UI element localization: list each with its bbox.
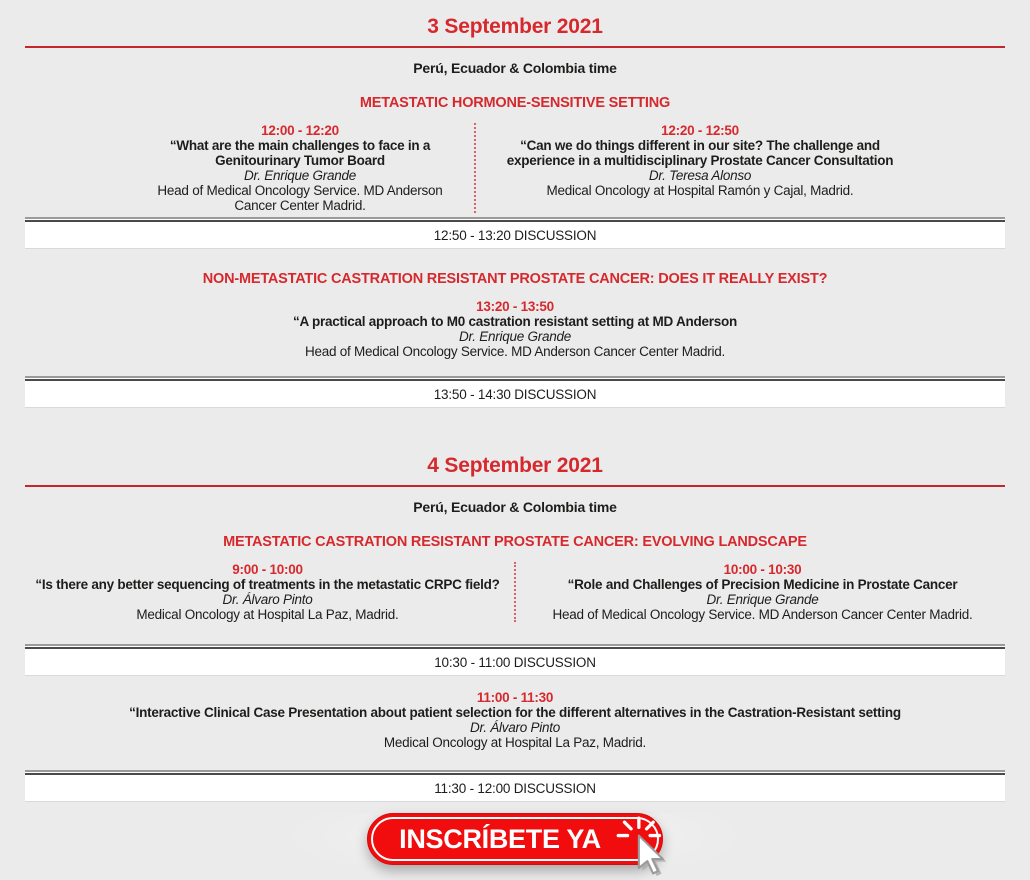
block-heading: NON-METASTATIC CASTRATION RESISTANT PROSTATE CANCER: DOES IT REALLY EXIST? bbox=[202, 271, 828, 287]
day-section-1 bbox=[0, 0, 1030, 408]
discussion-bar bbox=[25, 770, 1005, 802]
two-column-sessions bbox=[25, 562, 1005, 622]
inscribete-button-label: INSCRÍBETE YA bbox=[399, 823, 601, 854]
session-speaker: Dr. Álvaro Pinto bbox=[222, 592, 313, 607]
red-rule bbox=[25, 485, 1005, 487]
block-heading: METASTATIC HORMONE-SENSITIVE SETTING bbox=[359, 95, 671, 111]
discussion-bar bbox=[25, 217, 1005, 249]
session-title: “Role and Challenges of Precision Medicine in Prostate Cancer bbox=[567, 577, 958, 592]
discussion-label: 10:30 - 11:00 DISCUSSION bbox=[25, 647, 1005, 676]
session-time: 10:00 - 10:30 bbox=[723, 562, 802, 577]
timezone-label: Perú, Ecuador & Colombia time bbox=[413, 499, 617, 515]
session-time: 12:20 - 12:50 bbox=[661, 123, 739, 138]
session-title: “Can we do things different in our site? The challenge and experience in a multidisciplinary Prostate Cancer Consultation bbox=[506, 138, 894, 168]
session-card bbox=[130, 123, 470, 213]
timezone-label: Perú, Ecuador & Colombia time bbox=[413, 60, 617, 76]
day-2-title: 4 September 2021 bbox=[427, 454, 603, 477]
dotted-divider bbox=[514, 562, 516, 622]
session-speaker: Dr. Enrique Grande bbox=[706, 592, 819, 607]
discussion-bar bbox=[25, 644, 1005, 676]
discussion-label: 12:50 - 13:20 DISCUSSION bbox=[25, 220, 1005, 249]
session-affiliation: Head of Medical Oncology Service. MD Anderson Cancer Center Madrid. bbox=[305, 344, 725, 359]
session-card bbox=[25, 690, 1005, 750]
session-time: 12:00 - 12:20 bbox=[261, 123, 339, 138]
session-speaker: Dr. Álvaro Pinto bbox=[469, 720, 561, 735]
session-card bbox=[25, 562, 510, 622]
discussion-bar bbox=[25, 376, 1005, 408]
session-card bbox=[480, 123, 920, 213]
session-affiliation: Medical Oncology at Hospital La Paz, Madrid. bbox=[383, 735, 647, 750]
red-rule bbox=[25, 46, 1005, 48]
block-heading: METASTATIC CASTRATION RESISTANT PROSTATE CANCER: EVOLVING LANDSCAPE bbox=[223, 534, 807, 550]
session-title: “A practical approach to M0 castration resistant setting at MD Anderson bbox=[292, 314, 738, 329]
session-title: “Interactive Clinical Case Presentation about patient selection for the different alternatives in the Castration-Resistant setting bbox=[129, 705, 901, 720]
session-affiliation: Medical Oncology at Hospital Ramón y Cajal, Madrid. bbox=[546, 183, 854, 198]
session-title: “What are the main challenges to face in a Genitourinary Tumor Board bbox=[169, 138, 431, 168]
session-card bbox=[25, 299, 1005, 359]
session-affiliation: Medical Oncology at Hospital La Paz, Madrid. bbox=[136, 607, 399, 622]
discussion-label: 11:30 - 12:00 DISCUSSION bbox=[25, 773, 1005, 802]
dotted-divider bbox=[474, 123, 476, 213]
day-section-2 bbox=[0, 408, 1030, 802]
session-card bbox=[520, 562, 1005, 622]
session-affiliation: Head of Medical Oncology Service. MD Anderson Cancer Center Madrid. bbox=[157, 183, 443, 213]
inscribete-button[interactable] bbox=[367, 813, 663, 865]
session-speaker: Dr. Teresa Alonso bbox=[648, 168, 752, 183]
session-affiliation: Head of Medical Oncology Service. MD Anderson Cancer Center Madrid. bbox=[552, 607, 973, 622]
cta-row bbox=[0, 813, 1030, 865]
session-time: 13:20 - 13:50 bbox=[476, 299, 554, 314]
discussion-label: 13:50 - 14:30 DISCUSSION bbox=[25, 379, 1005, 408]
session-speaker: Dr. Enrique Grande bbox=[243, 168, 357, 183]
session-time: 9:00 - 10:00 bbox=[232, 562, 303, 577]
session-speaker: Dr. Enrique Grande bbox=[458, 329, 572, 344]
day-1-title: 3 September 2021 bbox=[427, 15, 603, 38]
two-column-sessions bbox=[130, 123, 920, 213]
session-time: 11:00 - 11:30 bbox=[476, 690, 554, 705]
session-title: “Is there any better sequencing of treatments in the metastatic CRPC field? bbox=[35, 577, 500, 592]
